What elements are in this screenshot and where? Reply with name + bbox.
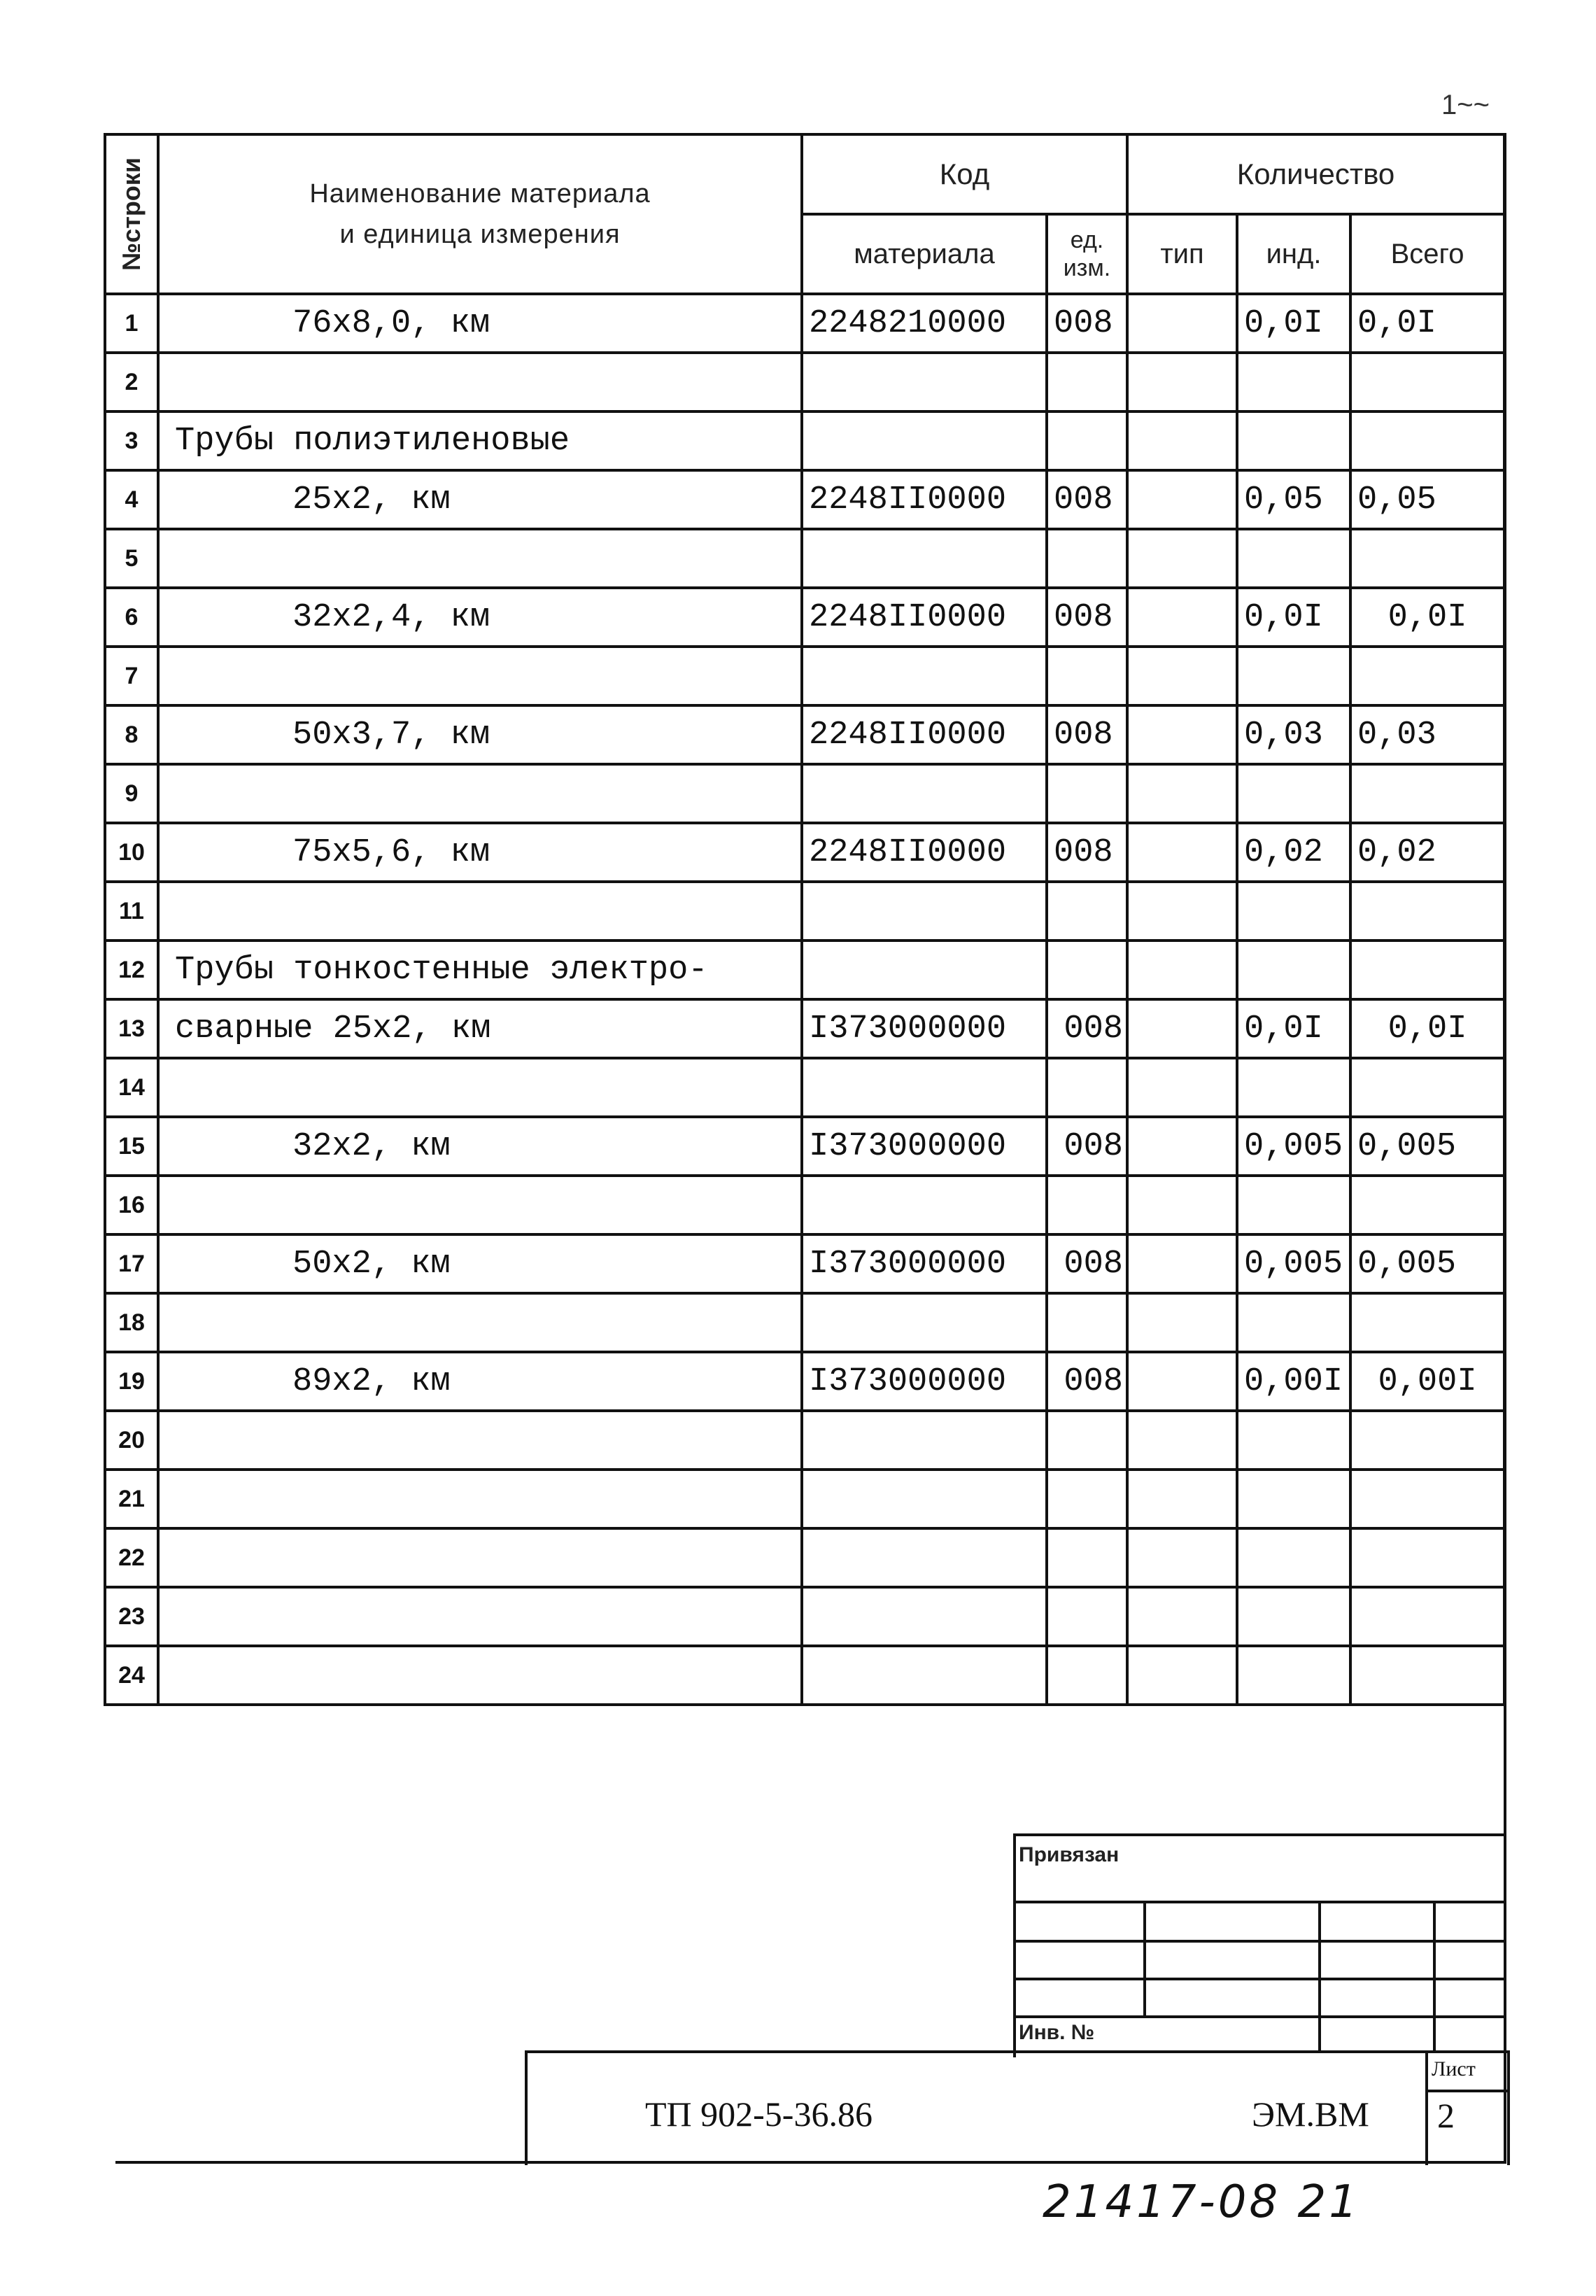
- material-code-cell: [802, 1293, 1047, 1352]
- material-code-cell: 2248II0000: [802, 588, 1047, 647]
- unit-cell: [1047, 1411, 1127, 1470]
- material-code-cell: I373000000: [802, 1352, 1047, 1411]
- table-row: [105, 588, 1504, 647]
- sheet-divider: [1425, 2053, 1428, 2165]
- type-cell: [1127, 1176, 1237, 1234]
- unit-cell: 008: [1047, 470, 1127, 529]
- material-code-cell: [802, 353, 1047, 411]
- material-code-cell: 2248II0000: [802, 470, 1047, 529]
- type-cell: [1127, 882, 1237, 941]
- unit-cell: 008: [1047, 1234, 1127, 1293]
- type-cell: [1127, 1587, 1237, 1646]
- unit-cell: [1047, 529, 1127, 588]
- sheet-divider-horizontal: [1425, 2090, 1507, 2092]
- type-cell: [1127, 1470, 1237, 1528]
- document-code: ТП 902-5-36.86: [645, 2094, 873, 2134]
- header-row-number: №строки: [105, 134, 158, 294]
- header-type: тип: [1127, 214, 1237, 294]
- table-row: [105, 294, 1504, 353]
- material-code-cell: [802, 1470, 1047, 1528]
- table-row: [105, 1058, 1504, 1117]
- unit-cell: 008: [1047, 1117, 1127, 1176]
- total-cell: [1350, 1470, 1504, 1528]
- header-quantity-group: Количество: [1127, 134, 1504, 214]
- table-row: [105, 823, 1504, 882]
- material-name-cell: [158, 1058, 802, 1117]
- material-name-cell: [158, 1587, 802, 1646]
- unit-cell: [1047, 1176, 1127, 1234]
- total-cell: 0,0I: [1350, 294, 1504, 353]
- row-number-cell: 12: [105, 941, 158, 999]
- material-code-cell: [802, 529, 1047, 588]
- material-name-cell: Трубы полиэтиленовые: [158, 411, 802, 470]
- sheet-number: 2: [1437, 2096, 1455, 2135]
- row-number-cell: 1: [105, 294, 158, 353]
- material-code-cell: [802, 411, 1047, 470]
- table-row: [105, 411, 1504, 470]
- ind-cell: [1237, 1058, 1350, 1117]
- sheet-label: Лист: [1432, 2057, 1476, 2080]
- material-name-cell: [158, 882, 802, 941]
- ind-cell: 0,00I: [1237, 1352, 1350, 1411]
- material-code-cell: 2248II0000: [802, 705, 1047, 764]
- ind-cell: [1237, 1411, 1350, 1470]
- unit-cell: [1047, 353, 1127, 411]
- row-number-cell: 20: [105, 1411, 158, 1470]
- ind-cell: 0,02: [1237, 823, 1350, 882]
- ind-cell: [1237, 1470, 1350, 1528]
- material-code-cell: [802, 1176, 1047, 1234]
- table-row: [105, 882, 1504, 941]
- total-cell: 0,005: [1350, 1234, 1504, 1293]
- material-name-cell: [158, 1176, 802, 1234]
- type-cell: [1127, 1234, 1237, 1293]
- row-number-cell: 2: [105, 353, 158, 411]
- material-name-cell: 50x2, км: [158, 1234, 802, 1293]
- header-material-name: Наименование материала и единица измерения: [158, 134, 802, 294]
- total-cell: [1350, 1646, 1504, 1705]
- total-cell: [1350, 941, 1504, 999]
- materials-table: [104, 133, 1506, 1706]
- total-cell: 0,005: [1350, 1117, 1504, 1176]
- row-number-cell: 11: [105, 882, 158, 941]
- row-number-cell: 7: [105, 647, 158, 705]
- ind-cell: [1237, 764, 1350, 823]
- unit-cell: [1047, 1293, 1127, 1352]
- material-code-cell: [802, 1646, 1047, 1705]
- material-name-cell: [158, 1646, 802, 1705]
- total-cell: [1350, 1176, 1504, 1234]
- material-code-cell: I373000000: [802, 1117, 1047, 1176]
- unit-cell: [1047, 764, 1127, 823]
- unit-cell: 008: [1047, 823, 1127, 882]
- row-number-cell: 9: [105, 764, 158, 823]
- handwritten-note: 21417-08 21: [1043, 2176, 1360, 2228]
- ind-cell: [1237, 1646, 1350, 1705]
- table-row: [105, 1293, 1504, 1352]
- unit-cell: [1047, 1587, 1127, 1646]
- inventory-number-label: Инв. №: [1019, 2021, 1095, 2044]
- unit-cell: [1047, 1058, 1127, 1117]
- row-number-cell: 8: [105, 705, 158, 764]
- type-cell: [1127, 1352, 1237, 1411]
- table-row: [105, 941, 1504, 999]
- material-code-cell: [802, 1528, 1047, 1587]
- type-cell: [1127, 529, 1237, 588]
- ind-cell: 0,005: [1237, 1234, 1350, 1293]
- total-cell: [1350, 1528, 1504, 1587]
- table-row: [105, 1411, 1504, 1470]
- material-name-cell: [158, 1293, 802, 1352]
- material-code-cell: [802, 1587, 1047, 1646]
- material-code-cell: 2248II0000: [802, 823, 1047, 882]
- total-cell: [1350, 882, 1504, 941]
- ind-cell: [1237, 353, 1350, 411]
- unit-cell: [1047, 411, 1127, 470]
- row-number-cell: 24: [105, 1646, 158, 1705]
- material-name-cell: [158, 353, 802, 411]
- unit-cell: [1047, 882, 1127, 941]
- unit-cell: [1047, 1646, 1127, 1705]
- material-name-cell: Трубы тонкостенные электро-: [158, 941, 802, 999]
- material-code-cell: [802, 1058, 1047, 1117]
- material-code-cell: I373000000: [802, 1234, 1047, 1293]
- total-cell: [1350, 411, 1504, 470]
- material-name-cell: 50x3,7, км: [158, 705, 802, 764]
- material-name-cell: [158, 764, 802, 823]
- unit-cell: 008: [1047, 705, 1127, 764]
- row-number-cell: 5: [105, 529, 158, 588]
- table-row: [105, 999, 1504, 1058]
- type-cell: [1127, 1646, 1237, 1705]
- total-cell: [1350, 353, 1504, 411]
- ind-cell: [1237, 529, 1350, 588]
- table-row: [105, 1470, 1504, 1528]
- table-row: [105, 764, 1504, 823]
- table-body: [105, 294, 1504, 1705]
- row-number-cell: 16: [105, 1176, 158, 1234]
- table-row: [105, 647, 1504, 705]
- ind-cell: 0,0I: [1237, 999, 1350, 1058]
- type-cell: [1127, 764, 1237, 823]
- table-row: [105, 1646, 1504, 1705]
- unit-cell: 008: [1047, 588, 1127, 647]
- ind-cell: 0,05: [1237, 470, 1350, 529]
- total-cell: 0,03: [1350, 705, 1504, 764]
- ind-cell: [1237, 882, 1350, 941]
- ind-cell: 0,0I: [1237, 588, 1350, 647]
- total-cell: 0,00I: [1350, 1352, 1504, 1411]
- row-number-cell: 21: [105, 1470, 158, 1528]
- ind-cell: 0,005: [1237, 1117, 1350, 1176]
- document-mark: ЭМ.ВМ: [1252, 2094, 1369, 2134]
- row-number-cell: 17: [105, 1234, 158, 1293]
- header-total: Всего: [1350, 214, 1504, 294]
- material-name-cell: [158, 647, 802, 705]
- material-name-cell: 89x2, км: [158, 1352, 802, 1411]
- type-cell: [1127, 1528, 1237, 1587]
- ind-cell: [1237, 647, 1350, 705]
- table-row: [105, 1352, 1504, 1411]
- total-cell: 0,0I: [1350, 999, 1504, 1058]
- total-cell: [1350, 1293, 1504, 1352]
- type-cell: [1127, 470, 1237, 529]
- binding-label: Привязан: [1019, 1843, 1120, 1866]
- material-code-cell: [802, 882, 1047, 941]
- table-row: [105, 1117, 1504, 1176]
- type-cell: [1127, 999, 1237, 1058]
- table-row: [105, 1176, 1504, 1234]
- material-name-cell: 32x2,4, км: [158, 588, 802, 647]
- header-material-code: материала: [802, 214, 1047, 294]
- table-row: [105, 1587, 1504, 1646]
- total-cell: [1350, 529, 1504, 588]
- material-name-cell: 32x2, км: [158, 1117, 802, 1176]
- material-name-cell: [158, 1470, 802, 1528]
- material-name-cell: [158, 529, 802, 588]
- type-cell: [1127, 705, 1237, 764]
- table-row: [105, 353, 1504, 411]
- unit-cell: [1047, 941, 1127, 999]
- material-code-cell: I373000000: [802, 999, 1047, 1058]
- type-cell: [1127, 1117, 1237, 1176]
- row-number-cell: 10: [105, 823, 158, 882]
- material-name-cell: 76x8,0, км: [158, 294, 802, 353]
- material-code-cell: [802, 647, 1047, 705]
- header-ind: инд.: [1237, 214, 1350, 294]
- total-cell: [1350, 1587, 1504, 1646]
- table-row: [105, 705, 1504, 764]
- total-cell: 0,05: [1350, 470, 1504, 529]
- material-name-cell: сварные 25x2, км: [158, 999, 802, 1058]
- total-cell: [1350, 647, 1504, 705]
- ind-cell: 0,0I: [1237, 294, 1350, 353]
- table-row: [105, 470, 1504, 529]
- unit-cell: [1047, 1470, 1127, 1528]
- title-block: [525, 2050, 1510, 2165]
- material-name-cell: [158, 1528, 802, 1587]
- type-cell: [1127, 1411, 1237, 1470]
- ind-cell: 0,03: [1237, 705, 1350, 764]
- row-number-cell: 23: [105, 1587, 158, 1646]
- total-cell: [1350, 1058, 1504, 1117]
- material-code-cell: [802, 764, 1047, 823]
- type-cell: [1127, 353, 1237, 411]
- type-cell: [1127, 647, 1237, 705]
- table-row: [105, 529, 1504, 588]
- total-cell: 0,02: [1350, 823, 1504, 882]
- row-number-cell: 4: [105, 470, 158, 529]
- ind-cell: [1237, 411, 1350, 470]
- table-row: [105, 1234, 1504, 1293]
- ind-cell: [1237, 941, 1350, 999]
- row-number-cell: 14: [105, 1058, 158, 1117]
- material-name-cell: 25x2, км: [158, 470, 802, 529]
- page-corner-mark: 1~~: [1441, 90, 1490, 120]
- header-code-group: Код: [802, 134, 1127, 214]
- ind-cell: [1237, 1528, 1350, 1587]
- unit-cell: 008: [1047, 999, 1127, 1058]
- type-cell: [1127, 1293, 1237, 1352]
- total-cell: [1350, 764, 1504, 823]
- type-cell: [1127, 823, 1237, 882]
- row-number-cell: 13: [105, 999, 158, 1058]
- material-code-cell: 2248210000: [802, 294, 1047, 353]
- material-code-cell: [802, 941, 1047, 999]
- row-number-cell: 3: [105, 411, 158, 470]
- row-number-cell: 15: [105, 1117, 158, 1176]
- material-name-cell: [158, 1411, 802, 1470]
- unit-cell: 008: [1047, 294, 1127, 353]
- type-cell: [1127, 294, 1237, 353]
- header-unit: ед. изм.: [1047, 214, 1127, 294]
- row-number-cell: 22: [105, 1528, 158, 1587]
- type-cell: [1127, 588, 1237, 647]
- unit-cell: [1047, 1528, 1127, 1587]
- row-number-cell: 6: [105, 588, 158, 647]
- material-name-cell: 75x5,6, км: [158, 823, 802, 882]
- unit-cell: 008: [1047, 1352, 1127, 1411]
- unit-cell: [1047, 647, 1127, 705]
- total-cell: [1350, 1411, 1504, 1470]
- ind-cell: [1237, 1587, 1350, 1646]
- table-row: [105, 1528, 1504, 1587]
- row-number-cell: 19: [105, 1352, 158, 1411]
- ind-cell: [1237, 1293, 1350, 1352]
- bottom-rule: [115, 2161, 1506, 2164]
- type-cell: [1127, 1058, 1237, 1117]
- ind-cell: [1237, 1176, 1350, 1234]
- material-code-cell: [802, 1411, 1047, 1470]
- type-cell: [1127, 941, 1237, 999]
- total-cell: 0,0I: [1350, 588, 1504, 647]
- type-cell: [1127, 411, 1237, 470]
- row-number-cell: 18: [105, 1293, 158, 1352]
